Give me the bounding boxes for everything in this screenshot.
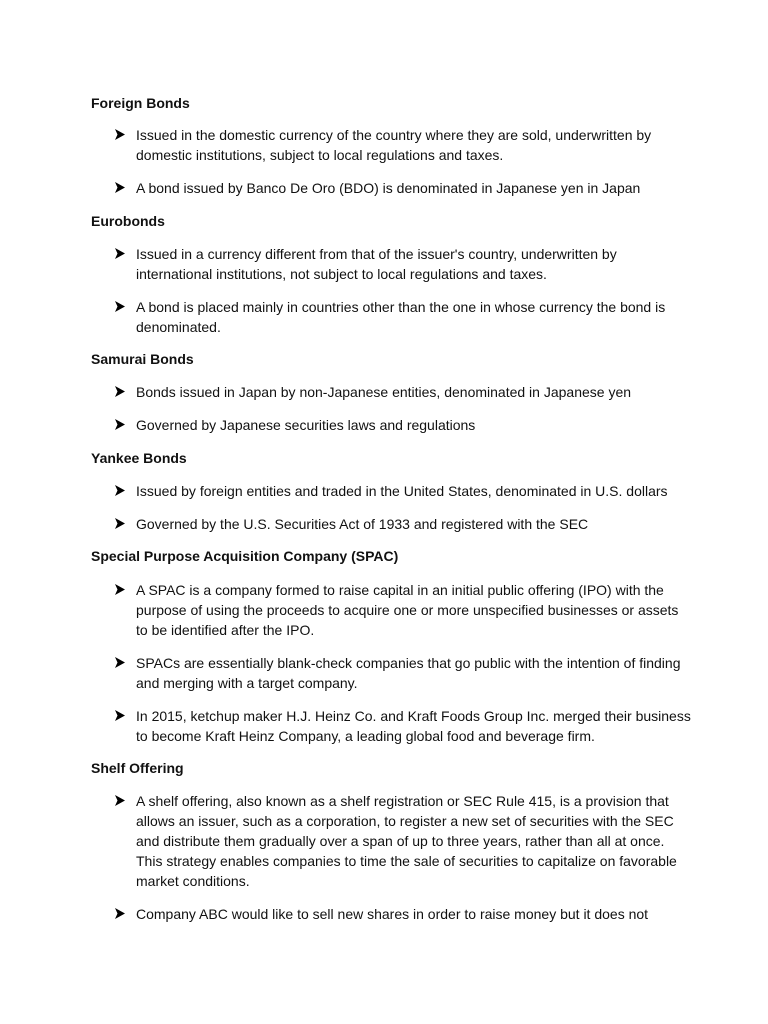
arrowhead-bullet-icon — [113, 583, 126, 596]
list-item-text: A shelf offering, also known as a shelf registration or SEC Rule 415, is a provision that allows an issuer, such as a corporation, to register a new set of securities with the SEC and distribute them gradually over a span of up to three years, rather than all at once. This strategy enables companies to time the sale of securities to capitalize on favorable market conditions. — [136, 793, 677, 889]
list-item-text: SPACs are essentially blank-check companies that go public with the intention of finding and merging with a target company. — [136, 655, 681, 691]
section-heading: Special Purpose Acquisition Company (SPAC) — [91, 548, 399, 564]
list-item-text: Governed by Japanese securities laws and regulations — [136, 417, 476, 433]
list-item-text: Issued in a currency different from that of the issuer's country, underwritten by international institutions, not subject to local regulations and taxes. — [136, 246, 617, 282]
arrowhead-bullet-icon — [113, 128, 126, 141]
list-item-text: Bonds issued in Japan by non-Japanese entities, denominated in Japanese yen — [136, 384, 632, 400]
list-item-text: Issued by foreign entities and traded in the United States, denominated in U.S. dollars — [136, 483, 668, 499]
list-item-text: In 2015, ketchup maker H.J. Heinz Co. and Kraft Foods Group Inc. merged their business to become Kraft Heinz Company, a leading global food and beverage firm. — [136, 708, 691, 744]
section-heading: Foreign Bonds — [91, 95, 190, 111]
arrowhead-bullet-icon — [113, 385, 126, 398]
list-item-text: Company ABC would like to sell new shares in order to raise money but it does not — [136, 906, 649, 922]
section-heading: Yankee Bonds — [91, 450, 187, 466]
arrowhead-bullet-icon — [113, 484, 126, 497]
arrowhead-bullet-icon — [113, 418, 126, 431]
list-item-text: A bond is placed mainly in countries other than the one in whose currency the bond is denominated. — [136, 299, 666, 335]
arrowhead-bullet-icon — [113, 709, 126, 722]
arrowhead-bullet-icon — [113, 794, 126, 807]
arrowhead-bullet-icon — [113, 181, 126, 194]
list-item-text: A SPAC is a company formed to raise capital in an initial public offering (IPO) with the purpose of using the proceeds to acquire one or more unspecified businesses or assets to be identified after the IPO. — [136, 582, 679, 638]
arrowhead-bullet-icon — [113, 656, 126, 669]
list-item-text: Issued in the domestic currency of the country where they are sold, underwritten by domestic institutions, subject to local regulations and taxes. — [136, 127, 652, 163]
arrowhead-bullet-icon — [113, 517, 126, 530]
arrowhead-bullet-icon — [113, 907, 126, 920]
list-item-text: A bond issued by Banco De Oro (BDO) is denominated in Japanese yen in Japan — [136, 180, 641, 196]
section-heading: Shelf Offering — [91, 760, 184, 776]
list-item-text: Governed by the U.S. Securities Act of 1933 and registered with the SEC — [136, 516, 589, 532]
section-heading: Samurai Bonds — [91, 351, 194, 367]
arrowhead-bullet-icon — [113, 300, 126, 313]
arrowhead-bullet-icon — [113, 247, 126, 260]
section-heading: Eurobonds — [91, 213, 165, 229]
